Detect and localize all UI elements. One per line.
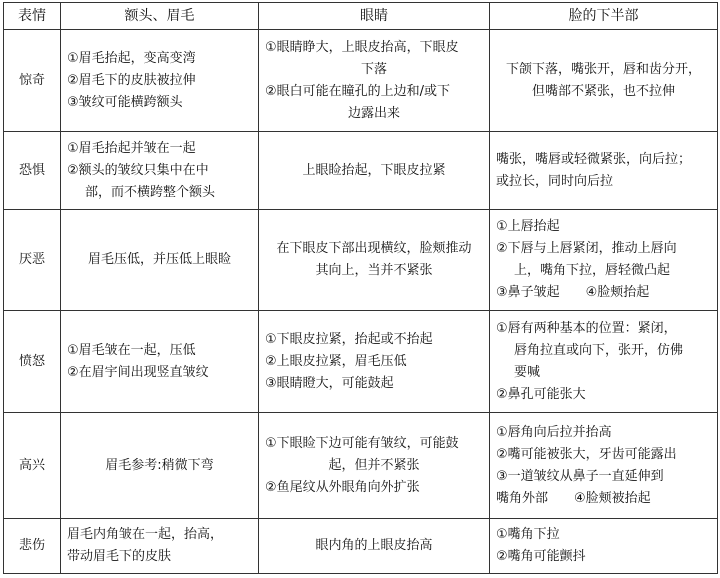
forehead-cell [61,311,259,413]
lower-face-cell [490,413,718,519]
cell-item: ③鼻子皱起 [496,285,560,300]
cell-line: 下落 [360,61,387,77]
cell-line: ②鱼尾纹从外眼角向外扩张 [265,479,420,495]
forehead-cell [61,210,259,311]
cell-item: ④脸颊抬起 [585,285,650,300]
eyes-cell [259,519,490,574]
cell-line: ②鼻孔可能张大 [496,386,586,402]
cell-line: ①眼睛睁大，上眼皮抬高，下眼皮 [265,39,459,55]
emotion-cell: 悲伤 [4,519,61,574]
cell-line: 带动眉毛下的皮肤 [67,549,172,564]
cell-line [496,488,711,510]
cell-line: ②额头的皱纹只集中在中 [67,162,209,178]
cell-line: ②眼白可能在瞳孔的上边和/或下 [265,83,451,99]
forehead-cell [61,30,259,132]
cell-line: ①下眼睑下边可能有皱纹，可能鼓 [265,435,459,451]
facial-expression-table [3,2,718,574]
cell-line: 唇角拉直或向下，张开，仿佛 [514,342,684,358]
cell-line: 眼内角的上眼皮抬高 [315,538,433,553]
emotion-cell: 恐惧 [4,132,61,210]
cell-line: ②下唇与上唇紧闭，推动上唇向 [496,241,677,256]
header-forehead: 额头、眉毛 [61,3,259,30]
cell-line: ②在眉宇间出现竖直皱纹 [67,364,209,380]
lower-face-cell [490,210,718,311]
lower-face-cell [490,132,718,210]
cell-line: ①下眼皮拉紧，抬起或不抬起 [265,331,433,347]
cell-line: 要喊 [514,364,541,380]
cell-line: 上，嘴角下拉，唇轻微凸起 [514,263,671,278]
table-row [4,519,718,574]
header-lower-face: 脸的下半部 [490,3,718,30]
eyes-cell [259,30,490,132]
eyes-cell [259,413,490,519]
cell-line: 眉毛压低，并压低上眼睑 [87,252,231,267]
cell-line: ①眉毛抬起，变高变湾 [67,50,196,66]
table-row [4,311,718,413]
lower-face-cell [490,30,718,132]
eyes-cell [259,311,490,413]
cell-line: ①眉毛抬起并皱在一起 [67,140,196,156]
cell-line: ②眉毛下的皮肤被拉伸 [67,72,196,88]
cell-line: 下颌下落，嘴张开，唇和齿分开， [505,61,701,77]
forehead-cell [61,519,259,574]
cell-line: 其向上，当并不紧张 [315,263,433,278]
cell-line: ①上唇抬起 [496,219,560,234]
cell-line: ①唇有两种基本的位置：紧闭， [496,320,677,336]
cell-line [496,282,711,304]
eyes-cell [259,132,490,210]
eyes-cell [259,210,490,311]
emotion-cell: 惊奇 [4,30,61,132]
lower-face-cell [490,519,718,574]
cell-line: 或拉长，同时向后拉 [496,173,614,189]
table-row [4,132,718,210]
cell-line: 眉毛参考:稍微下弯 [105,457,214,473]
cell-line: ①嘴角下拉 [496,527,560,542]
emotion-cell: 高兴 [4,413,61,519]
emotion-cell: 愤怒 [4,311,61,413]
emotion-cell: 厌恶 [4,210,61,311]
cell-item: 嘴角外部 [496,490,549,506]
cell-line: 但嘴部不紧张，也不拉伸 [531,83,675,99]
cell-line: ③眼睛瞪大，可能鼓起 [265,375,394,391]
cell-line: ③皱纹可能横跨额头 [67,94,183,110]
header-emotion: 表情 [4,3,61,30]
forehead-cell [61,132,259,210]
cell-line: ①唇角向后拉并抬高 [496,424,612,440]
cell-line: ①眉毛皱在一起，压低 [67,342,196,358]
cell-line: 嘴张，嘴唇或轻微紧张，向后拉； [496,151,692,167]
cell-line: 边露出来 [347,105,400,121]
cell-line: 在下眼皮下部出现横纹，脸颊推动 [276,241,472,256]
cell-line: ②嘴可能被张大，牙齿可能露出 [496,446,677,462]
table-row [4,413,718,519]
table-row [4,210,718,311]
lower-face-cell [490,311,718,413]
forehead-cell [61,413,259,519]
header-eyes: 眼睛 [259,3,490,30]
cell-line: 上眼睑抬起，下眼皮拉紧 [302,162,446,178]
table-row [4,30,718,132]
cell-line: ③一道皱纹从鼻子一直延伸到 [496,468,664,484]
cell-line: 起，但并不紧张 [328,457,420,473]
header-row [4,3,718,30]
cell-line: ②嘴角可能颤抖 [496,549,586,564]
cell-line: ②上眼皮拉紧，眉毛压低 [265,353,407,369]
cell-line: 部，而不横跨整个额头 [85,184,216,200]
cell-item: ④脸颊被抬起 [574,490,651,506]
cell-line: 眉毛内角皱在一起，抬高， [67,527,224,542]
